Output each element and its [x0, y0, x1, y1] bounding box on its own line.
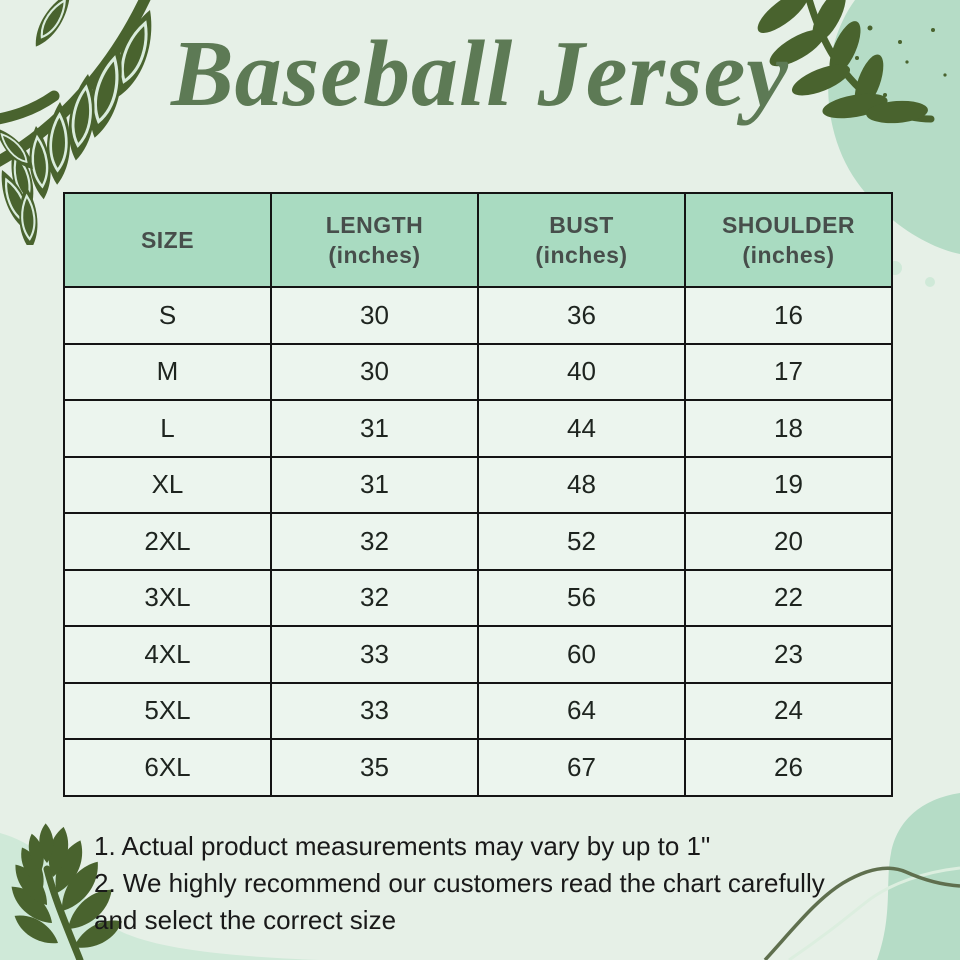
table-cell: 52	[478, 513, 685, 570]
table-cell: 67	[478, 739, 685, 796]
table-cell: 18	[685, 400, 892, 457]
table-row-xl	[64, 457, 892, 514]
table-cell: L	[64, 400, 271, 457]
table-row-m	[64, 344, 892, 401]
table-row-s	[64, 287, 892, 344]
note-read-chart: 2. We highly recommend our customers read the chart carefully and select the correct size	[94, 868, 825, 935]
table-cell: 31	[271, 400, 478, 457]
table-cell: XL	[64, 457, 271, 514]
table-cell: 33	[271, 626, 478, 683]
table-cell: 44	[478, 400, 685, 457]
table-cell: 16	[685, 287, 892, 344]
notes	[94, 828, 832, 939]
table-cell: S	[64, 287, 271, 344]
table-cell: 22	[685, 570, 892, 627]
note-measurement-variance: 1. Actual product measurements may vary by up to 1"	[94, 831, 711, 861]
column-header-bust: BUST (inches)	[478, 193, 685, 287]
column-header-length: LENGTH (inches)	[271, 193, 478, 287]
table-cell: 30	[271, 287, 478, 344]
table-cell: 17	[685, 344, 892, 401]
table-row-6xl	[64, 739, 892, 796]
table-row-5xl	[64, 683, 892, 740]
table-cell: 56	[478, 570, 685, 627]
table-cell: 36	[478, 287, 685, 344]
page-title: Baseball Jersey	[170, 22, 790, 126]
table-cell: 31	[271, 457, 478, 514]
column-header-size: SIZE	[64, 193, 271, 287]
table-cell: 2XL	[64, 513, 271, 570]
table-cell: 4XL	[64, 626, 271, 683]
table-cell: 3XL	[64, 570, 271, 627]
table-cell: 33	[271, 683, 478, 740]
table-row-3xl	[64, 570, 892, 627]
table-cell: 64	[478, 683, 685, 740]
size-chart-table	[63, 192, 893, 797]
table-cell: 60	[478, 626, 685, 683]
table-cell: 35	[271, 739, 478, 796]
table-header-row	[64, 193, 892, 287]
table-cell: 30	[271, 344, 478, 401]
table-cell: 19	[685, 457, 892, 514]
table-cell: M	[64, 344, 271, 401]
table-cell: 24	[685, 683, 892, 740]
table-row-l	[64, 400, 892, 457]
table-row-2xl	[64, 513, 892, 570]
table-cell: 48	[478, 457, 685, 514]
table-cell: 20	[685, 513, 892, 570]
table-cell: 32	[271, 513, 478, 570]
table-cell: 5XL	[64, 683, 271, 740]
column-header-shoulder: SHOULDER (inches)	[685, 193, 892, 287]
table-cell: 6XL	[64, 739, 271, 796]
table-cell: 40	[478, 344, 685, 401]
table-cell: 23	[685, 626, 892, 683]
table-cell: 26	[685, 739, 892, 796]
table-row-4xl	[64, 626, 892, 683]
table-cell: 32	[271, 570, 478, 627]
